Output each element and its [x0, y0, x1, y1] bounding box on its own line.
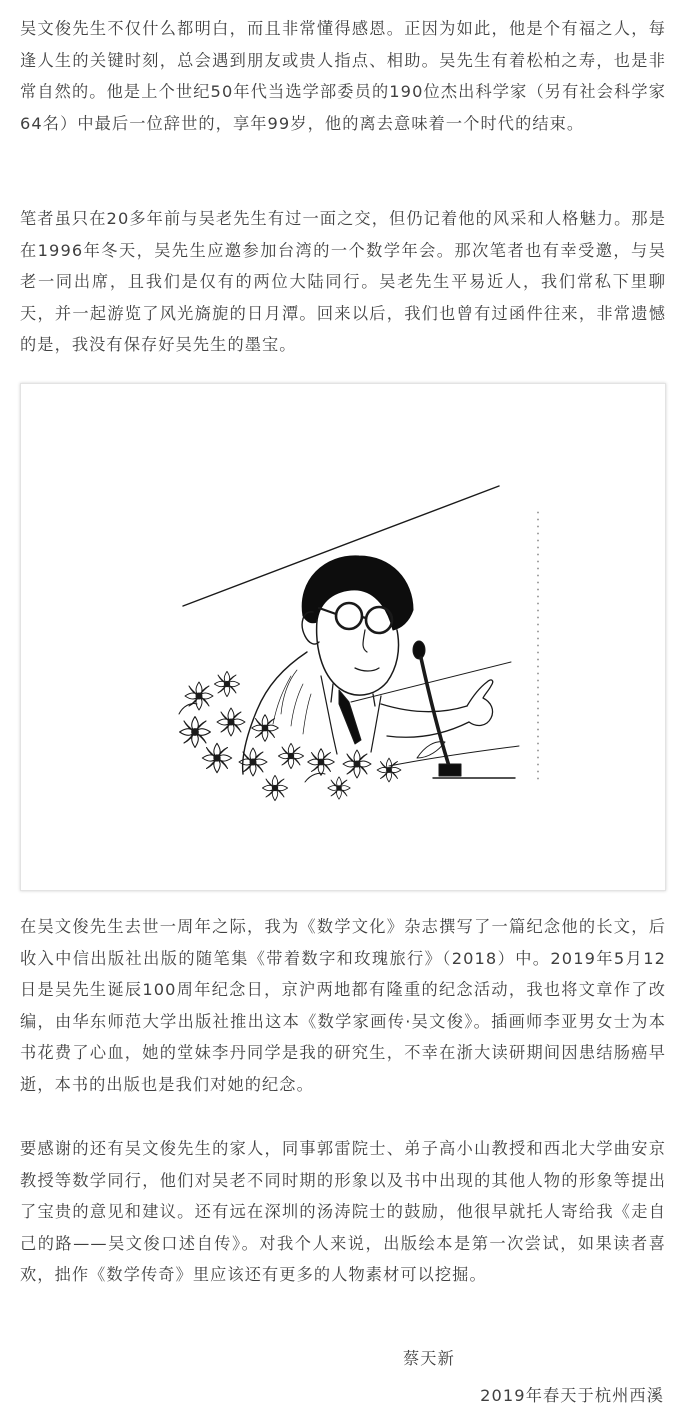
- author-signature: 蔡天新: [403, 1349, 455, 1368]
- necktie: [339, 690, 361, 744]
- signature-date: 2019年春天于杭州西溪: [480, 1385, 664, 1405]
- hand: [467, 680, 493, 726]
- paragraph-3: 在吴文俊先生去世一周年之际，我为《数学文化》杂志撰写了一篇纪念他的长文，后收入中信出版社出版的随笔集《带着数字和玫瑰旅行》（2018）中。2019年5月12日是吴先生诞辰100周年纪念日，京沪两地都有隆重的纪念活动，我也将文章作了改编，由华东师范大学出版社推出这本《数学家画传·吴文俊》。插画师李亚男女士为本书花费了心血，她的堂妹李丹同学是我的研究生，不幸在浙大读研期间因患结肠癌早逝，本书的出版也是我们对她的纪念。: [20, 917, 666, 1094]
- illustration-frame: [20, 383, 666, 891]
- article-body: [20, 13, 666, 1411]
- arm: [381, 704, 467, 712]
- glasses-left-lens: [336, 603, 362, 629]
- hair: [302, 556, 413, 630]
- jacket: [243, 652, 307, 774]
- portrait-illustration: [21, 384, 665, 890]
- glasses-right-lens: [366, 607, 392, 633]
- paragraph-4: 要感谢的还有吴文俊先生的家人，同事郭雷院士、弟子高小山教授和西北大学曲安京教授等数学同行，他们对吴老不同时期的形象以及书中出现的其他人物的形象等提出了宝贵的意见和建议。还有远在深圳的汤涛院士的鼓励，他很早就托人寄给我《走自己的路——吴文俊口述自传》。对我个人来说，出版绘本是第一次尝试，如果读者喜欢，拙作《数学传奇》里应该还有更多的人物素材可以挖掘。: [20, 1139, 666, 1285]
- microphone-head: [413, 641, 425, 659]
- flower-bouquet: [179, 671, 445, 800]
- paragraph-2: 笔者虽只在20多年前与吴老先生有过一面之交，但仍记着他的风采和人格魅力。那是在1996年冬天，吴先生应邀参加台湾的一个数学年会。那次笔者也有幸受邀，与吴老一同出席，且我们是仅有的两位大陆同行。吴老先生平易近人，我们常私下里聊天，并一起游览了风光旖旎的日月潭。回来以后，我们也曾有过函件往来，非常遗憾的是，我没有保存好吴先生的墨宝。: [20, 209, 666, 355]
- paragraph-1: 吴文俊先生不仅什么都明白，而且非常懂得感恩。正因为如此，他是个有福之人，每逢人生的关键时刻，总会遇到朋友或贵人指点、相助。吴先生有着松柏之寿，也是非常自然的。他是上个世纪50年代当选学部委员的190位杰出科学家（另有社会科学家64名）中最后一位辞世的，享年99岁，他的离去意味着一个时代的结束。: [20, 19, 666, 133]
